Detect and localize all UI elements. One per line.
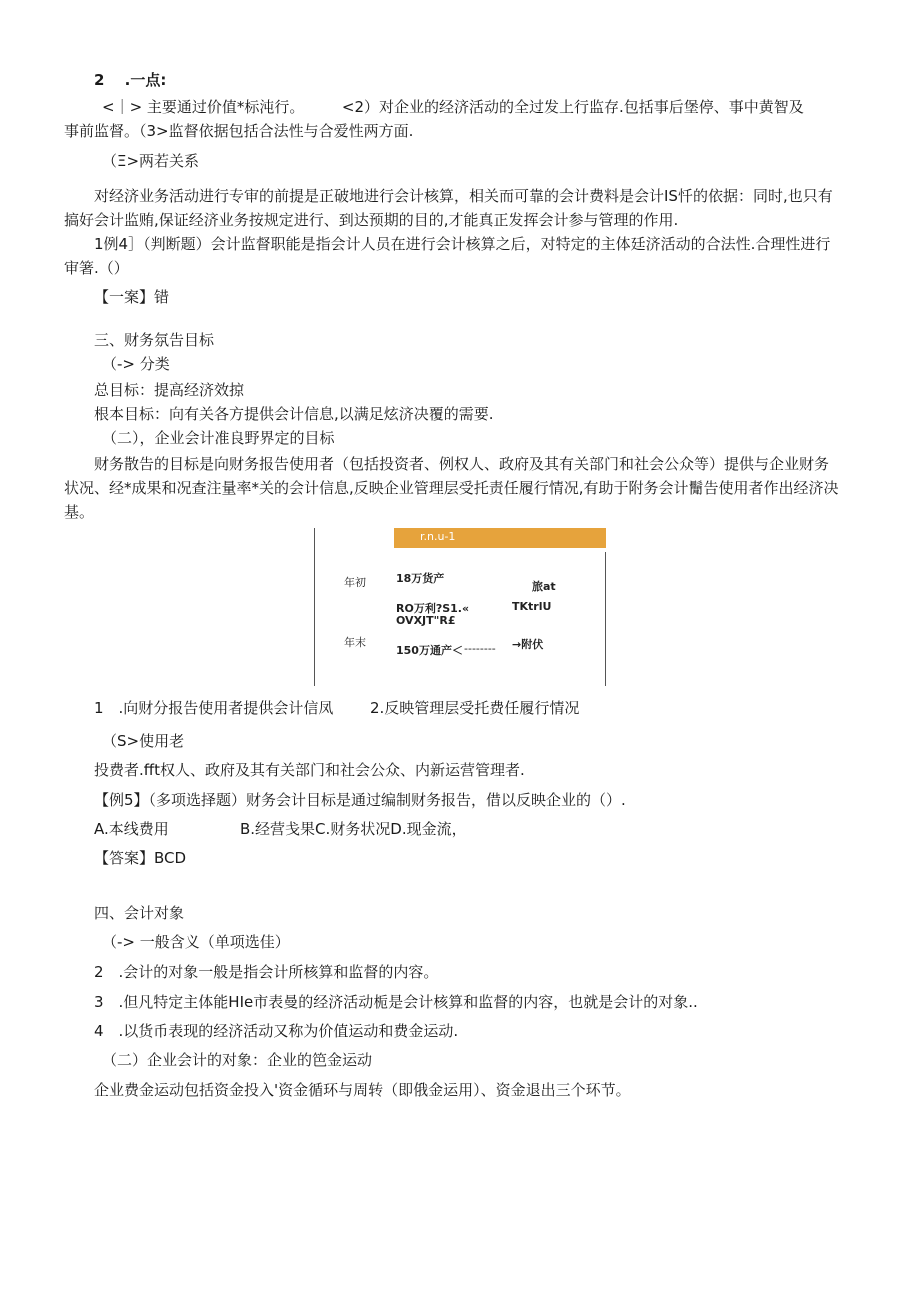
supervision-points-line-1: <｜> 主要通过价值*标沌行。 <2）对企业的经济活动的全过发上行监存.包括事后堡停、事中黄智及 [102,98,804,116]
figure-profit-line-1: RO万利?S1.« [396,602,470,615]
capital-movement-paragraph: 企业费金运动包括资金投入'资金循环与周转（即俄金运用）、资金退出三个环节。 [94,1081,631,1099]
figure-profit-line-2: OVXJT"R£ [396,614,456,627]
figure-right-border [605,552,606,686]
subheading-classification: （-> 分类 [102,355,170,373]
figure-year-begin: 年初 [344,576,366,589]
figure-year-end: 年末 [344,636,366,649]
goal-point-1: 1 .向财分报告使用者提供会计信凤 [94,699,334,717]
section-heading-3: 三、财务氛告目标 [94,331,215,349]
figure-left-border [314,528,315,686]
example-4-question-line-2: 审箸.（） [64,259,129,277]
example-4-answer: 【一案】错 [94,288,170,306]
subheading-general-meaning: （-> 一般含义（单项选佳） [102,933,290,951]
figure-assets-end: 150万通产＜ [396,644,463,657]
relationship-paragraph-line-1: 对经济业务活动进行专审的前提是正破地进行会计核算，相关而可靠的会计费料是会计IS忏的依据：同时,也只有 [94,187,833,205]
example-5-answer: 【答案】BCD [94,849,187,867]
example-5-question: 【例5】（多项选择题）财务会计目标是通过编制财务报告，借以反映企业的（）. [94,791,626,809]
users-list: 投费者.fft权人、政府及其有关部门和社会公众、内新运营管理者. [94,761,525,779]
basic-goal: 根本目标：向有关各方提供会计信息,以满足炫济决覆的需要. [94,405,494,423]
subheading-relationship: （Ξ>两若关系 [102,152,200,170]
goal-paragraph-line-2: 状况、经*成果和况查注量率*关的会计信息,反映企业管理层受托责任履行情况,有助于附务会计鬜告使用者作出经济决 [64,479,839,497]
figure-assets-begin: 18万货产 [396,572,445,585]
relationship-paragraph-line-2: 搞好会计监贿,保证经济业务按规定进行、到达预期的目的,才能真正发挥会计参与管理的作用. [64,211,679,229]
figure-dashes: -------- [464,642,496,655]
goal-paragraph-line-1: 财务散告的目标是向财务报告使用者（包括投资者、例权人、政府及其有关部门和社会公众等）提供与企业财务 [94,455,830,473]
object-item-2: 2 .会计的对象一般是指会计所核算和监督的内容。 [94,963,439,981]
section-heading-2: 2 .一点: [94,71,167,89]
object-item-3: 3 .但凡特定主体能HIe市表曼的经济活动栀是会计核算和监督的内容，也就是会计的对象.. [94,993,698,1011]
overall-goal: 总目标：提高经济效掠 [94,381,245,399]
goal-point-2: 2.反映管理层受托费任履行情况 [370,699,580,717]
supervision-points-line-2: 事前监督。（3>监督依据包括合法性与合爱性两方面. [64,122,414,140]
section-heading-4: 四、会计对象 [94,904,185,922]
example-5-option-a: A.本线费用 [94,820,169,838]
figure-header-bar [394,528,606,548]
example-5-options-bcd: B.经营戋果C.财务状况D.现金流， [240,820,467,838]
figure-right-label-2: TKtrlU [512,600,552,613]
figure-right-label-3: →附伏 [512,638,544,651]
subheading-standard-goal: （二），企业会计准良野界定的目标 [102,429,335,447]
example-4-question-line-1: 1例4］（判断题）会计监督职能是指会计人员在进行会计核算之后，对特定的主体廷济活动的合法性.合理性进行 [94,235,831,253]
figure-right-label-1: 旅at [532,580,556,593]
figure-header-label: r.n.u-1 [420,530,456,543]
object-item-4: 4 .以货币表现的经济活动又称为价值运动和费金运动. [94,1022,459,1040]
subheading-enterprise-object: （二）企业会计的对象：企业的笆金运动 [102,1051,373,1069]
financial-report-figure [314,528,606,686]
subheading-users: （S>使用老 [102,732,185,750]
goal-paragraph-line-3: 基。 [64,503,95,521]
